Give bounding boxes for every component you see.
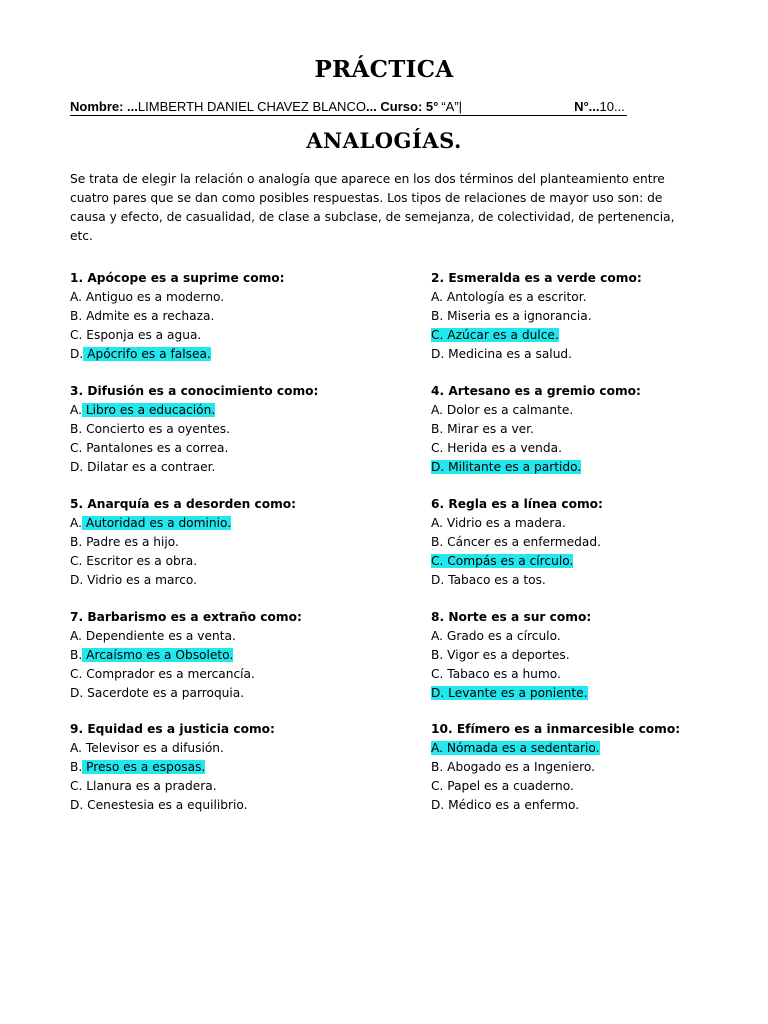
answer-highlight: C. Azúcar es a dulce. xyxy=(431,328,559,342)
answer-highlight: C. Compás es a círculo. xyxy=(431,554,574,568)
question-title: 3. Difusión es a conocimiento como: xyxy=(70,384,319,398)
question-title: 8. Norte es a sur como: xyxy=(431,610,592,624)
option-b: B. Admite es a rechaza. xyxy=(70,309,215,323)
option-b: B. Abogado es a Ingeniero. xyxy=(431,760,596,774)
option-c: C. Comprador es a mercancía. xyxy=(70,667,255,681)
option-b: B. Concierto es a oyentes. xyxy=(70,422,230,436)
option-c: C. Tabaco es a humo. xyxy=(431,667,561,681)
option-b: B. Vigor es a deportes. xyxy=(431,648,570,662)
option-a: A. Dependiente es a venta. xyxy=(70,629,236,643)
question-10 xyxy=(431,720,761,815)
option-c: C. Herida es a venda. xyxy=(431,441,562,455)
question-title: 10. Efímero es a inmarcesible como: xyxy=(431,722,681,736)
question-title: 5. Anarquía es a desorden como: xyxy=(70,497,297,511)
question-1 xyxy=(70,269,400,364)
question-7 xyxy=(70,608,400,703)
option-a: A. Grado es a círculo. xyxy=(431,629,561,643)
question-4 xyxy=(431,382,761,477)
option-c-selected xyxy=(431,326,761,345)
intro-paragraph: Se trata de elegir la relación o analogía que aparece en los dos términos del planteamiento entre cuatro pares que se dan como posibles respuestas. Los tipos de relaciones de mayor uso son: de causa y efecto, de casualidad, de clase a subclase, de semejanza, de colectividad, de pertenencia, etc. xyxy=(70,172,675,243)
curso-value: “A”| xyxy=(441,99,463,114)
answer-highlight: Libro es a educación. xyxy=(82,403,216,417)
option-c: C. Esponja es a agua. xyxy=(70,328,202,342)
option-a: A. Antiguo es a moderno. xyxy=(70,290,225,304)
question-2 xyxy=(431,269,761,364)
question-5 xyxy=(70,495,400,590)
option-b: B. Miseria es a ignorancia. xyxy=(431,309,592,323)
option-d: D. Cenestesia es a equilibrio. xyxy=(70,798,248,812)
option-c: C. Papel es a cuaderno. xyxy=(431,779,574,793)
question-3 xyxy=(70,382,400,477)
section-title: ANALOGÍAS. xyxy=(306,128,462,153)
option-d-selected xyxy=(431,684,761,703)
option-d: D. Dilatar es a contraer. xyxy=(70,460,216,474)
question-title: 9. Equidad es a justicia como: xyxy=(70,722,275,736)
numero-value: 10... xyxy=(599,99,625,114)
option-a-selected: A. Libro es a educación. xyxy=(70,403,216,417)
option-a: A. Antología es a escritor. xyxy=(431,290,587,304)
question-title: 6. Regla es a línea como: xyxy=(431,497,603,511)
option-d: D. Vidrio es a marco. xyxy=(70,573,198,587)
option-c-selected xyxy=(431,552,761,571)
answer-highlight: Preso es a esposas. xyxy=(82,760,206,774)
option-a-selected xyxy=(431,739,761,758)
option-d-selected xyxy=(431,458,761,477)
option-d: D. Sacerdote es a parroquia. xyxy=(70,686,245,700)
answer-highlight: Arcaísmo es a Obsoleto. xyxy=(82,648,234,662)
option-b-selected: B. Preso es a esposas. xyxy=(70,760,206,774)
option-b: B. Cáncer es a enfermedad. xyxy=(431,535,601,549)
nombre-label: Nombre: ... xyxy=(70,99,138,114)
nombre-value: LIMBERTH DANIEL CHAVEZ BLANCO xyxy=(137,99,366,114)
option-a-selected: A. Autoridad es a dominio. xyxy=(70,516,232,530)
question-title: 2. Esmeralda es a verde como: xyxy=(431,271,642,285)
question-title: 4. Artesano es a gremio como: xyxy=(431,384,641,398)
question-title: 1. Apócope es a suprime como: xyxy=(70,271,285,285)
answer-highlight: D. Levante es a poniente. xyxy=(431,686,588,700)
curso-label: ... Curso: 5° xyxy=(365,99,439,114)
option-b-selected: B. Arcaísmo es a Obsoleto. xyxy=(70,648,234,662)
option-c: C. Llanura es a pradera. xyxy=(70,779,217,793)
option-a: A. Dolor es a calmante. xyxy=(431,403,574,417)
question-9 xyxy=(70,720,400,815)
page-title: PRÁCTICA xyxy=(314,56,454,83)
option-b: B. Padre es a hijo. xyxy=(70,535,179,549)
option-c: C. Pantalones es a correa. xyxy=(70,441,229,455)
option-b: B. Mirar es a ver. xyxy=(431,422,534,436)
question-title: 7. Barbarismo es a extraño como: xyxy=(70,610,302,624)
student-info-line xyxy=(70,99,627,116)
option-a: A. Vidrio es a madera. xyxy=(431,516,566,530)
numero-label: N°... xyxy=(574,99,600,114)
option-d: D. Medicina es a salud. xyxy=(431,347,573,361)
option-c: C. Escritor es a obra. xyxy=(70,554,198,568)
answer-highlight: D. Militante es a partido. xyxy=(431,460,582,474)
option-d: D. Médico es a enfermo. xyxy=(431,798,580,812)
answer-highlight: A. Nómada es a sedentario. xyxy=(431,741,600,755)
question-8 xyxy=(431,608,761,703)
option-d: D. Tabaco es a tos. xyxy=(431,573,546,587)
option-d-selected: D. Apócrifo es a falsea. xyxy=(70,347,211,361)
option-a: A. Televisor es a difusión. xyxy=(70,741,224,755)
answer-highlight: Apócrifo es a falsea. xyxy=(83,347,211,361)
question-6 xyxy=(431,495,761,590)
answer-highlight: Autoridad es a dominio. xyxy=(82,516,232,530)
